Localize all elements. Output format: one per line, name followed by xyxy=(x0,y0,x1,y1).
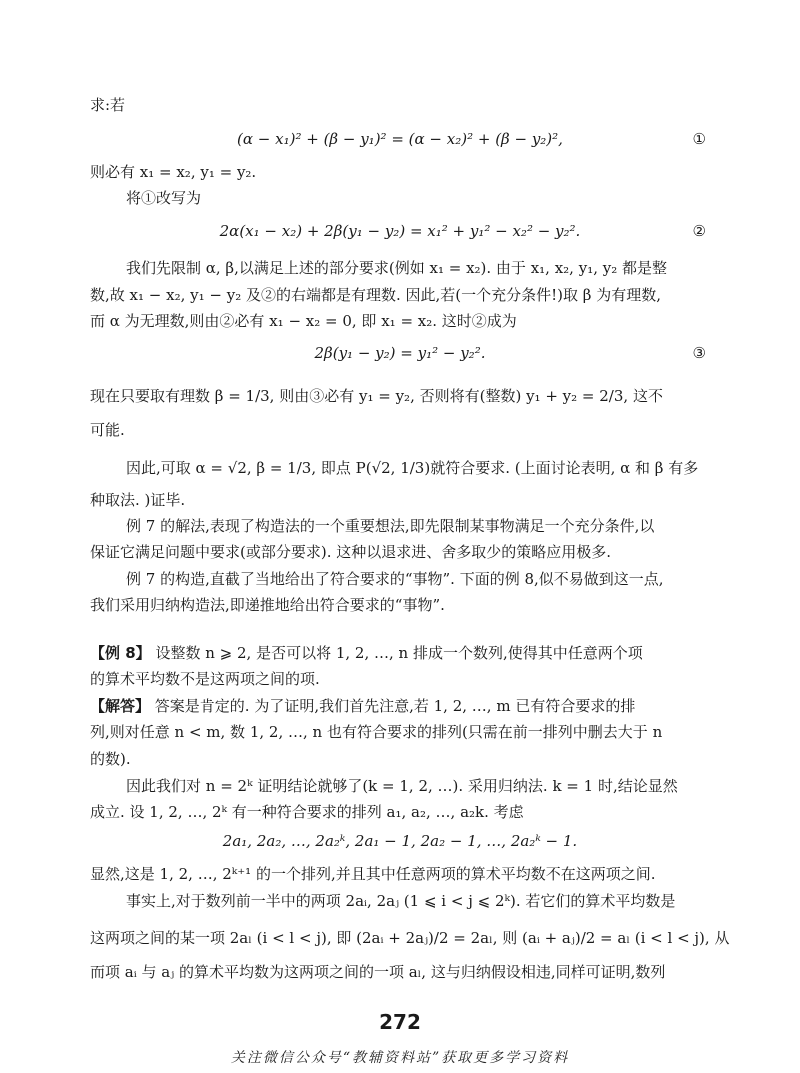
text-line: 的算术平均数不是这两项之间的项. xyxy=(90,670,320,688)
text-line: 显然,这是 1, 2, …, 2ᵏ⁺¹ 的一个排列,并且其中任意两项的算术平均数不在这两项之间. xyxy=(90,865,656,883)
text-line: 因此,可取 α = √2, β = 1/3, 即点 P(√2, 1/3)就符合要求. (上面讨论表明, α 和 β 有多 xyxy=(126,459,699,477)
text-line: 求:若 xyxy=(90,96,126,114)
text-line: 保证它满足问题中要求(或部分要求). 这种以退求进、舍多取少的策略应用极多. xyxy=(90,543,612,561)
text-line: 例 7 的解法,表现了构造法的一个重要想法,即先限制某事物满足一个充分条件,以 xyxy=(126,517,655,535)
example-8-text: 设整数 n ⩾ 2, 是否可以将 1, 2, …, n 排成一个数列,使得其中任意两个项 xyxy=(155,644,643,662)
text-line: 的数). xyxy=(90,750,131,768)
equation-number-3: ③ xyxy=(692,344,706,362)
equation-1: (α − x₁)² + (β − y₁)² = (α − x₂)² + (β − y₂)², xyxy=(237,130,563,148)
text-line: 数,故 x₁ − x₂, y₁ − y₂ 及②的右端都是有理数. 因此,若(一个充分条件!)取 β 为有理数, xyxy=(90,286,661,304)
text-line: 而项 aᵢ 与 aⱼ 的算术平均数为这两项之间的一项 aₗ, 这与归纳假设相违,同样可证明,数列 xyxy=(90,963,666,981)
solution-text: 答案是肯定的. 为了证明,我们首先注意,若 1, 2, …, m 已有符合要求的排 xyxy=(154,697,636,715)
text-line: 而 α 为无理数,则由②必有 x₁ − x₂ = 0, 即 x₁ = x₂. 这时②成为 xyxy=(90,312,517,330)
text-line: 现在只要取有理数 β = 1/3, 则由③必有 y₁ = y₂, 否则将有(整数) y₁ + y₂ = 2/3, 这不 xyxy=(90,387,663,405)
text-line: 列,则对任意 n < m, 数 1, 2, …, n 也有符合要求的排列(只需在前一排列中删去大于 n xyxy=(90,723,663,741)
text-line: 成立. 设 1, 2, …, 2ᵏ 有一种符合要求的排列 a₁, a₂, …, a₂k. 考虑 xyxy=(90,803,524,821)
solution-label: 【解答】 xyxy=(90,697,151,715)
text-line: 则必有 x₁ = x₂, y₁ = y₂. xyxy=(90,163,257,181)
text-line: 例 7 的构造,直截了当地给出了符合要求的“事物”. 下面的例 8,似不易做到这一点, xyxy=(126,570,664,588)
example-8-statement xyxy=(90,643,710,663)
text-line: 因此我们对 n = 2ᵏ 证明结论就够了(k = 1, 2, …). 采用归纳法. k = 1 时,结论显然 xyxy=(126,777,678,795)
text-line: 可能. xyxy=(90,421,125,439)
text-line: 我们先限制 α, β,以满足上述的部分要求(例如 x₁ = x₂). 由于 x₁, x₂, y₁, y₂ 都是整 xyxy=(126,259,667,277)
page-number: 272 xyxy=(379,1010,421,1034)
equation-number-1: ① xyxy=(692,130,706,148)
sequence-display: 2a₁, 2a₂, …, 2a₂ᵏ, 2a₁ − 1, 2a₂ − 1, …, 2a₂ᵏ − 1. xyxy=(222,832,578,850)
text-line: 将①改写为 xyxy=(126,189,202,207)
text-line: 这两项之间的某一项 2aₗ (i < l < j), 即 (2aᵢ + 2aⱼ)/2 = 2aₗ, 则 (aᵢ + aⱼ)/2 = aₗ (i < l < j), 从 xyxy=(90,929,730,947)
example-8-label: 【例 8】 xyxy=(90,644,151,662)
text-line: 我们采用归纳构造法,即递推地给出符合要求的“事物”. xyxy=(90,596,445,614)
equation-2: 2α(x₁ − x₂) + 2β(y₁ − y₂) = x₁² + y₁² − x₂² − y₂². xyxy=(219,222,581,240)
text-line: 事实上,对于数列前一半中的两项 2aᵢ, 2aⱼ (1 ⩽ i < j ⩽ 2ᵏ). 若它们的算术平均数是 xyxy=(126,892,676,910)
equation-number-2: ② xyxy=(692,222,706,240)
footer-watermark: 关注微信公众号“教辅资料站”获取更多学习资料 xyxy=(230,1050,570,1066)
text-line: 种取法. )证毕. xyxy=(90,491,186,509)
solution-first-line xyxy=(90,696,710,716)
equation-3: 2β(y₁ − y₂) = y₁² − y₂². xyxy=(314,344,486,362)
